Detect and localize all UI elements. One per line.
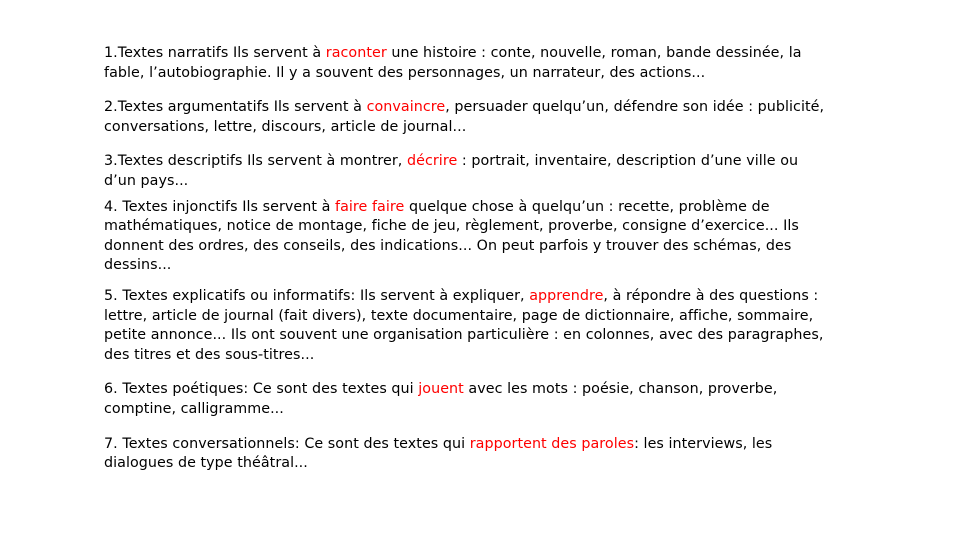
paragraph-text: 7. Textes conversationnels: Ce sont des textes qui	[104, 435, 470, 452]
document-body	[104, 44, 834, 474]
paragraph-text: , à répondre à des questions : lettre, article de journal (fait divers), texte documentaire, page de dictionnaire, affiche, sommaire, petite annonce... Ils ont souvent une organisation particulière : en colonnes, avec des paragraphes, des titres et des sous-titres...	[104, 287, 824, 363]
highlighted-keyword: raconter	[325, 45, 387, 61]
paragraph-textes-narratifs	[104, 44, 834, 83]
paragraph-textes-explicatifs	[104, 287, 834, 365]
paragraph-text: : portrait, inventaire, description d’une ville ou d’un pays...	[104, 153, 799, 189]
paragraph-text: quelque chose à quelqu’un : recette, problème de mathématiques, notice de montage, fiche de jeu, règlement, proverbe, consigne d’exercice... Ils donnent des ordres, des conseils, des indications... On peut parfois y trouver des schémas, des dessins...	[104, 198, 799, 274]
paragraph-text: 4. Textes injonctifs Ils servent à	[104, 198, 335, 215]
highlighted-keyword: rapportent des paroles	[469, 435, 635, 452]
highlighted-keyword: jouent	[418, 381, 464, 398]
paragraph-textes-poetiques	[104, 380, 834, 419]
paragraph-text: 6. Textes poétiques: Ce sont des textes qui	[104, 381, 419, 398]
paragraph-text: 5. Textes explicatifs ou informatifs: Ils servent à expliquer,	[104, 287, 530, 304]
paragraph-text: 1.Textes narratifs Ils servent à	[104, 45, 326, 61]
paragraph-text: , persuader quelqu’un, défendre son idée : publicité, conversations, lettre, discours, article de journal...	[104, 99, 825, 135]
paragraph-text: 3.Textes descriptifs Ils servent à montrer,	[104, 153, 407, 170]
paragraph-textes-injonctifs	[104, 198, 834, 276]
highlighted-keyword: faire faire	[335, 198, 405, 215]
paragraph-text: 2.Textes argumentatifs Ils servent à	[104, 99, 367, 116]
paragraph-text: : les interviews, les dialogues de type théâtral...	[104, 435, 773, 472]
highlighted-keyword: convaincre	[366, 99, 446, 116]
paragraph-text: avec les mots : poésie, chanson, proverbe, comptine, calligramme...	[104, 381, 778, 417]
paragraph-textes-descriptifs	[104, 152, 834, 191]
paragraph-textes-conversationnels	[104, 435, 834, 474]
paragraph-textes-argumentatifs	[104, 98, 834, 137]
highlighted-keyword: apprendre	[529, 287, 604, 304]
highlighted-keyword: décrire	[407, 153, 458, 170]
paragraph-text: une histoire : conte, nouvelle, roman, bande dessinée, la fable, l’autobiographie. Il y a souvent des personnages, un narrateur, des actions...	[104, 45, 802, 81]
